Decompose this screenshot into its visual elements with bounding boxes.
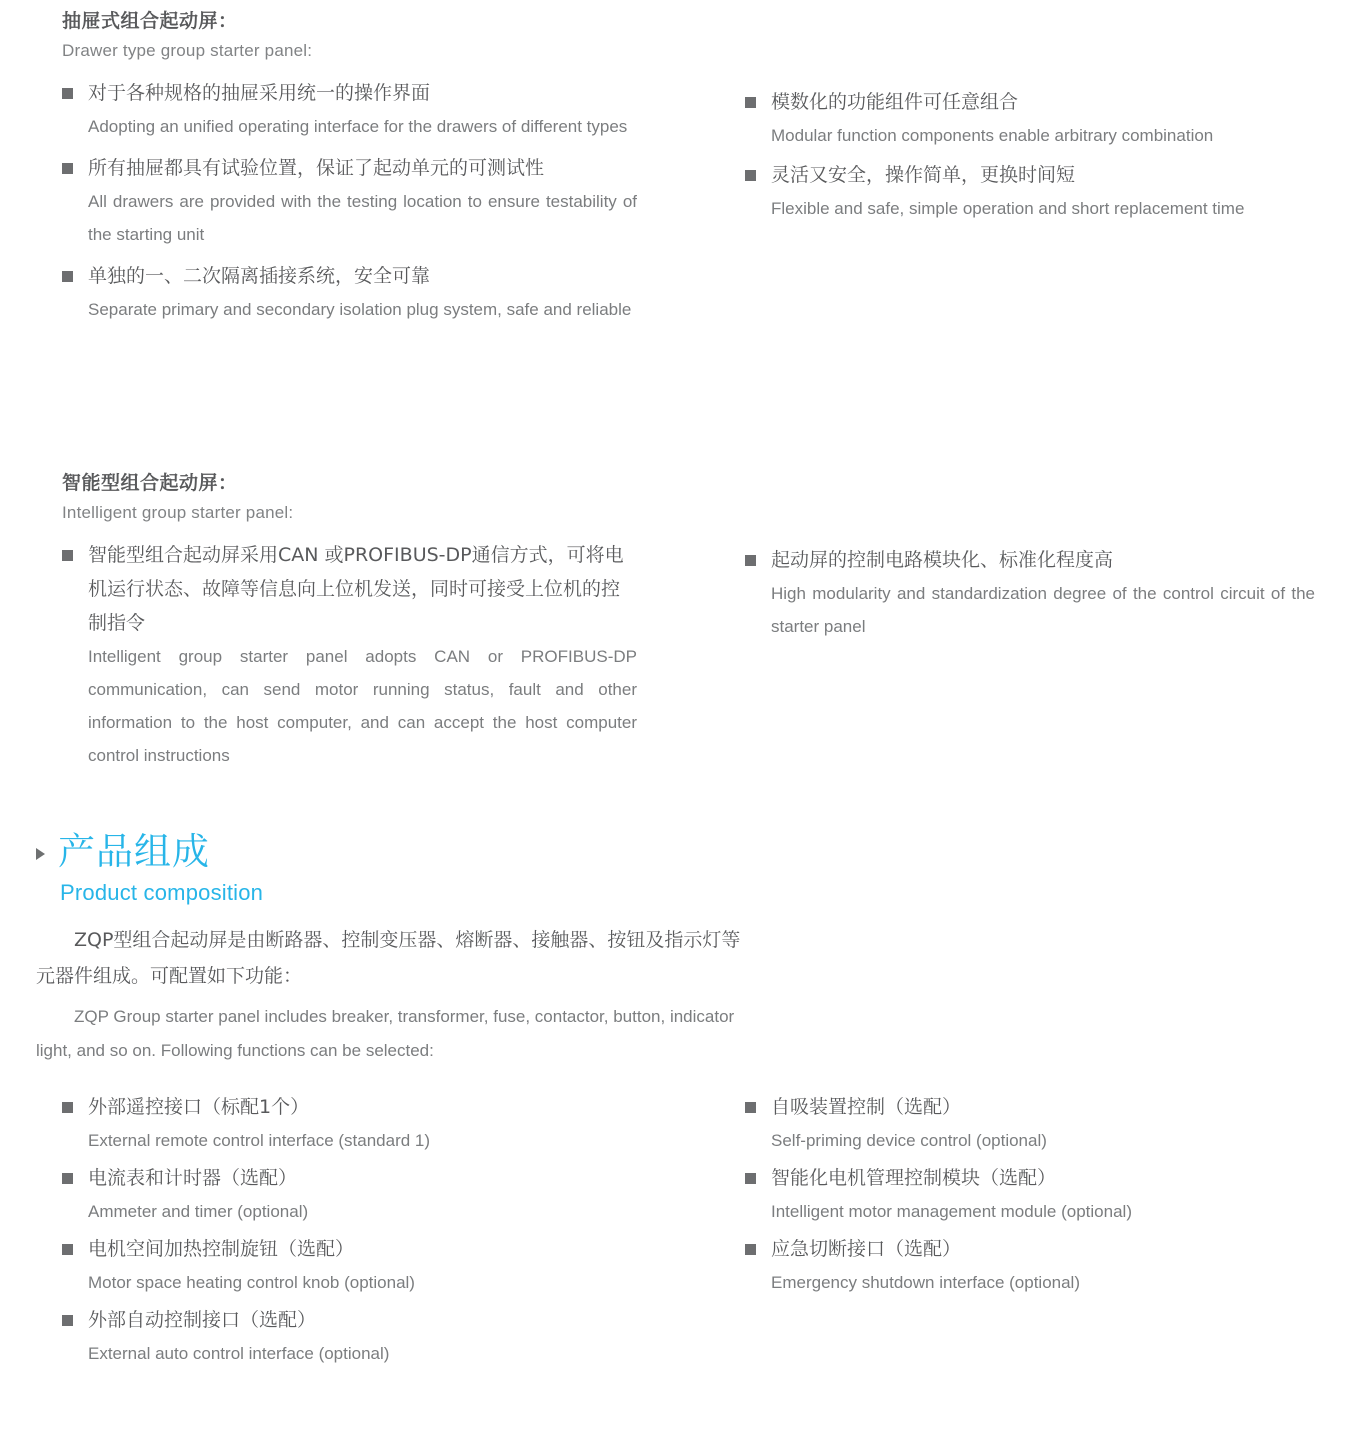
option-text-en: External auto control interface (optional) (88, 1344, 390, 1363)
option-text-cn: 外部遥控接口（标配1个） (62, 1090, 637, 1124)
drawer-type-heading-cn: 抽屉式组合起动屏： (62, 11, 238, 32)
bullet-text-en: Adopting an unified operating interface for the drawers of different types (88, 117, 628, 136)
list-item (62, 259, 637, 326)
bullet-text-cn: 单独的一、二次隔离插接系统，安全可靠 (62, 259, 637, 293)
square-bullet-icon (745, 555, 756, 566)
section-intelligent-type-left (62, 470, 637, 774)
list-item (745, 1090, 1315, 1157)
option-text-cn: 外部自动控制接口（选配） (62, 1303, 637, 1337)
square-bullet-icon (62, 271, 73, 282)
bullet-text-cn: 对于各种规格的抽屉采用统一的操作界面 (62, 76, 637, 110)
section-drawer-type-left (62, 8, 637, 328)
intelligent-type-bullet-list-right (745, 543, 1315, 643)
list-item (62, 151, 637, 251)
section-intelligent-type-right (745, 543, 1315, 645)
list-item (62, 1232, 637, 1299)
list-item (62, 538, 637, 772)
option-text-cn: 电流表和计时器（选配） (62, 1161, 637, 1195)
square-bullet-icon (62, 1173, 73, 1184)
bullet-text-cn: 所有抽屉都具有试验位置，保证了起动单元的可测试性 (36, 151, 637, 185)
bullet-text-cn: 模数化的功能组件可任意组合 (745, 85, 1315, 119)
product-composition-header (36, 828, 736, 910)
square-bullet-icon (745, 1244, 756, 1255)
paragraph-en-line1: ZQP Group starter panel includes breaker, transformer, fuse, contactor, button, indicator (74, 1007, 735, 1026)
square-bullet-icon (745, 1173, 756, 1184)
triangle-arrow-icon (36, 848, 45, 860)
intelligent-type-bullet-list-left (62, 538, 637, 772)
option-text-cn: 应急切断接口（选配） (745, 1232, 1315, 1266)
bullet-text-en: All drawers are provided with the testing location to ensure testability of the starting unit (88, 192, 637, 244)
square-bullet-icon (745, 170, 756, 181)
list-item (745, 543, 1315, 643)
square-bullet-icon (745, 1102, 756, 1113)
bullet-text-en: Separate primary and secondary isolation plug system, safe and reliable (88, 300, 632, 319)
paragraph-cn-line2: 元器件组成。可配置如下功能： (36, 965, 303, 987)
list-item (745, 85, 1315, 152)
square-bullet-icon (62, 88, 73, 99)
option-text-cn: 自吸装置控制（选配） (745, 1090, 1315, 1124)
section-drawer-type-right (745, 85, 1315, 227)
intelligent-type-heading-cn: 智能型组合起动屏： (62, 473, 238, 494)
list-item (745, 1232, 1315, 1299)
options-list-right (745, 1090, 1315, 1299)
drawer-type-bullet-list-right (745, 85, 1315, 225)
square-bullet-icon (62, 1244, 73, 1255)
list-item (745, 1161, 1315, 1228)
bullet-text-cn: 灵活又安全，操作简单，更换时间短 (745, 158, 1315, 192)
list-item (62, 76, 637, 143)
bullet-text-en: Modular function components enable arbitrary combination (771, 126, 1214, 145)
option-text-en: Ammeter and timer (optional) (88, 1202, 309, 1221)
product-composition-options-right (745, 1090, 1315, 1301)
bullet-text-en: Intelligent group starter panel adopts CAN or PROFIBUS-DP communication, can send motor running status, fault and other information to the host computer, and can accept the host computer control instructions (88, 647, 637, 765)
paragraph-en-line2: light, and so on. Following functions can be selected: (36, 1041, 434, 1060)
page-title: 产品组成 (58, 830, 210, 873)
bullet-text-en: Flexible and safe, simple operation and short replacement time (771, 199, 1245, 218)
options-list-left (62, 1090, 637, 1370)
option-text-en: Emergency shutdown interface (optional) (771, 1273, 1080, 1292)
list-item (745, 158, 1315, 225)
intelligent-type-heading-en: Intelligent group starter panel: (62, 503, 294, 522)
bullet-text-en: High modularity and standardization degree of the control circuit of the starter panel (771, 584, 1315, 636)
bullet-text-cn: 智能型组合起动屏采用CAN 或PROFIBUS-DP通信方式，可将电机运行状态、故障等信息向上位机发送，同时可接受上位机的控制指令 (62, 538, 637, 640)
square-bullet-icon (62, 1102, 73, 1113)
product-composition-options-left (62, 1090, 637, 1372)
drawer-type-bullet-list-left (62, 76, 637, 326)
list-item (62, 1090, 637, 1157)
option-text-en: Self-priming device control (optional) (771, 1131, 1047, 1150)
option-text-en: Intelligent motor management module (optional) (771, 1202, 1132, 1221)
square-bullet-icon (62, 163, 73, 174)
paragraph-cn-line1: ZQP型组合起动屏是由断路器、控制变压器、熔断器、接触器、按钮及指示灯等 (74, 929, 741, 951)
page-subtitle: Product composition (60, 880, 264, 905)
option-text-en: Motor space heating control knob (optional) (88, 1273, 415, 1292)
option-text-cn: 智能化电机管理控制模块（选配） (745, 1161, 1315, 1195)
square-bullet-icon (745, 97, 756, 108)
option-text-en: External remote control interface (standard 1) (88, 1131, 431, 1150)
square-bullet-icon (62, 1315, 73, 1326)
list-item (62, 1161, 637, 1228)
square-bullet-icon (62, 550, 73, 561)
drawer-type-heading-en: Drawer type group starter panel: (62, 41, 313, 60)
option-text-cn: 电机空间加热控制旋钮（选配） (62, 1232, 637, 1266)
product-composition-paragraph (36, 922, 936, 1068)
bullet-text-cn: 起动屏的控制电路模块化、标准化程度高 (745, 543, 1315, 577)
list-item (62, 1303, 637, 1370)
